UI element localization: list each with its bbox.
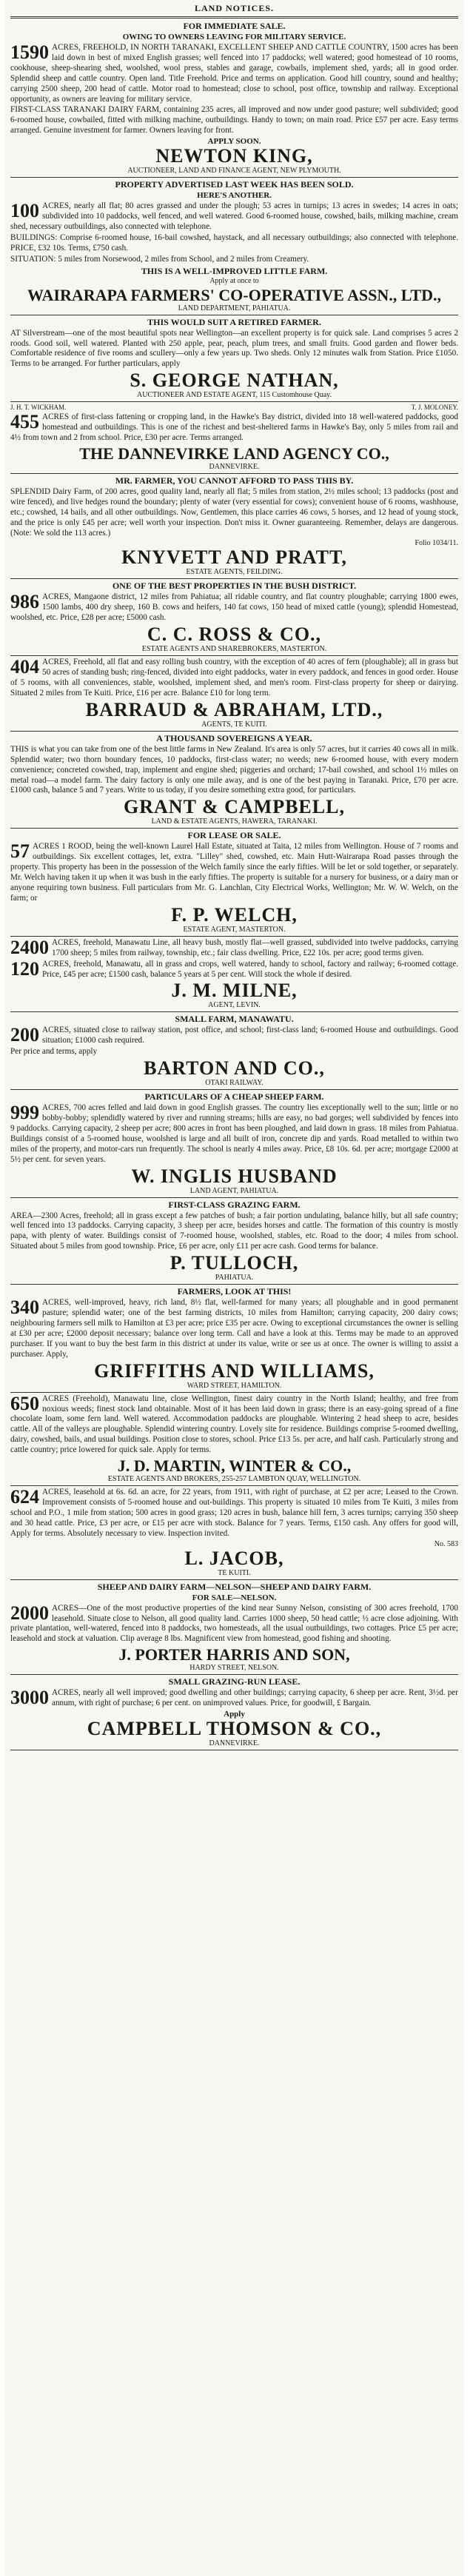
agent-name: GRIFFITHS AND WILLIAMS,	[94, 1359, 375, 1382]
acreage-figure: 340	[10, 1297, 39, 1319]
agent-name: W. INGLIS HUSBAND	[131, 1165, 338, 1187]
agent-description: OTAKI RAILWAY.	[205, 1079, 264, 1088]
ad-separator	[10, 473, 458, 474]
agent-name: NEWTON KING,	[155, 145, 313, 167]
ad-separator	[10, 1089, 458, 1090]
agent-description: LAND & ESTATE AGENTS, HAWERA, TARANAKI.	[151, 817, 318, 826]
agent-description: LAND AGENT, PAHIATUA.	[189, 1186, 279, 1195]
ad-body	[10, 1026, 458, 1046]
ads-container	[10, 21, 458, 1750]
agent-description: AUCTIONEER, LAND AND FINANCE AGENT, NEW PLYMOUTH.	[127, 167, 341, 175]
ad-apply-line: APPLY SOON.	[207, 137, 261, 147]
ad-separator	[10, 1674, 458, 1675]
acreage-figure: 200	[10, 1024, 39, 1046]
land-advertisement	[10, 179, 458, 312]
ad-body-text: ACRES, leasehold at 6s. 6d. an acre, for 22 years, from 1911, with right of purchase, at £2 per acre; Leased to the Crown. Improvement consists of 5-roomed house and out-buildings. This property is situated 10 miles from Te Kuiti, 3 miles from school and P.O., 1 mile from station; 500 acres in good grass; 120 acres in bush, balance hill fern, 3 acres turnips; carrying 350 sheep and 30 head cattle. Price, £3 per acre, or £15 per acre with stock. Balance for 7 years. Terms, £150 cash. Any offers for good will, Apply for terms. Absolutely necessary to view. Inspection invited.	[10, 1488, 458, 1538]
agent-name: L. JACOB,	[184, 1547, 284, 1569]
acreage-figure: 650	[10, 1392, 39, 1414]
ad-body-text: ACRES, freehold, Manawatu Line, all heavy bush, mostly flat—well grassed, subdivided into twelve paddocks, carrying 1700 sheep; 5 miles from railway, township, etc.; fair class dwelling. Price, £22 10s. per acre; good terms given.	[52, 937, 458, 957]
ad-subheadline: OWING TO OWNERS LEAVING FOR MILITARY SERVICE.	[122, 33, 346, 41]
ad-body	[10, 1103, 458, 1165]
agent-name: J. D. MARTIN, WINTER & CO.,	[117, 1456, 352, 1476]
ad-separator	[10, 828, 458, 829]
agent-name: J. PORTER HARRIS AND SON,	[118, 1645, 350, 1665]
ad-body-text: ACRES, 700 acres felled and laid down in good English grasses. The country lies exceptionally well to the sun; little or no bobby-bobby; splendidly watered by river and running streams; hills are easy, no bad gorges; well subdivided by fences into 9 paddocks. Carrying capacity, 2 sheep per acre; 800 acres in front has been ploughed, and laid down in grass. 18 miles from Pahiatua. Buildings consist of a 5-roomed house, woolshed is large and all built of iron, concrete dip and yards. Road metalled to within two miles of the property, and motor-cars run frequently. The school is nearly 4 miles away. Price, £8 10s. 6d. per acre; mortgage £2000 at 5½ per cent. for seven years.	[10, 1103, 458, 1164]
ad-separator	[10, 1284, 458, 1285]
ad-body	[10, 745, 458, 797]
acreage-figure: 120	[10, 957, 39, 980]
ad-separator	[10, 1011, 458, 1012]
ad-body-text: Per price and terms, apply	[10, 1047, 98, 1057]
ad-headline: ONE OF THE BEST PROPERTIES IN THE BUSH DISTRICT.	[112, 581, 357, 592]
ad-body-text: ACRES—One of the most productive properties of the kind near Sunny Nelson, consisting of 300 acres freehold, 1700 leasehold. Situate close to Nelson, all good quality land. Carries 1000 sheep, 50 head cattle; ½ acre close adjoining. With private plantation, well-watered, fenced into 8 paddocks, two homesteads, all the usual outbuildings, two cottages. Price £5 per acre; leasehold and stock at valuation. Clip average 8 lbs. Magnificent view from homestead, good fishing and shooting.	[10, 1603, 458, 1644]
agent-description: AUCTIONEER AND ESTATE AGENT, 115 Customhouse Quay.	[137, 391, 332, 400]
title-rule	[10, 16, 458, 19]
agent-name: CAMPBELL THOMSON & CO.,	[87, 1718, 382, 1740]
agent-name: THE DANNEVIRKE LAND AGENCY CO.,	[79, 444, 389, 463]
acreage-figure: 624	[10, 1486, 39, 1508]
agent-description: LAND DEPARTMENT, PAHIATUA.	[178, 304, 291, 312]
ad-body-text: ACRES, freehold, Manawatu, all in grass and crops, well watered, handy to school, factory and railway; 6-roomed cottage. Price, £45 per acre; £1500 cash, balance 5 years at 5 per cent. Will stock the whole if desired.	[42, 959, 458, 979]
land-advertisement	[10, 830, 458, 934]
ad-body-text: ACRES, nearly all well improved; good dwelling and other buildings; carrying capacity, 6 sheep per acre. Rent, 3½d. per annum, with right of purchase; 6 per cent. on unimproved values. Price, for goodwill, £ Bargain.	[52, 1688, 458, 1708]
ad-body	[10, 1604, 458, 1645]
land-advertisement	[10, 1091, 458, 1195]
ad-body-secondary	[10, 1047, 458, 1057]
ad-body-text: ACRES, Freehold, all flat and easy rolling bush country, with the exception of 40 acres of fern (ploughable); all in grass but 50 acres of standing bush; ring-fenced, divided into eight paddocks, water in every paddock, and fences in good order. House of 5 rooms, with all conveniences, stable, woolshed, implement shed, and men's room. First-class property for sheep or dairying. Situated 2 miles from Te Kuiti. Price, £16 per acre. Balance £10 for long term.	[10, 658, 458, 697]
ad-body	[10, 1211, 458, 1253]
ad-body	[10, 329, 458, 370]
ad-body-text: AREA—2300 Acres, freehold; all in grass except a few patches of bush; a fair portion undulating, balance hilly, but all safe country; well fenced into 13 paddocks. Carrying capacity, 3 sheep per acre, besides horses and cattle. The formation of this country is mostly papa, with plenty of water. Buildings consist of 7-roomed house, woolshed, stables, etc. Road to the door; 4 miles from school. Situated about 5 miles from good township. Price, £6 per acre, only £11 per acre cash. Good terms for balance.	[10, 1211, 458, 1251]
ad-body-secondary	[10, 105, 458, 136]
ad-body-text: AT Silverstream—one of the most beautiful spots near Wellington—an excellent property is for quick sale. Land comprises 5 acres 2 roods. Good soil, well watered. Planted with 250 apple, pear, peach, plum trees, and small fruits. Good garden and flower beds. Comfortable residence of five rooms and scullery—only a few years up. Two sheds. Only 12 minutes walk from Station. Price £1050. Terms to be arranged. For further particulars, apply	[10, 328, 458, 369]
ad-body	[10, 1488, 458, 1539]
land-advertisement	[10, 1582, 458, 1673]
land-advertisement	[10, 475, 458, 578]
ad-subheadline: HERE'S ANOTHER.	[197, 191, 272, 201]
ad-body-text: THIS is what you can take from one of the best little farms in New Zealand. It's area is only 57 acres, but it carries 40 cows all in milk. Splendid water; two thorn boundary fences, 10 paddocks, first-class water; no weeds; new 6-roomed house, with every modern convenience; concreted cowshed, trap, implement and engine shed; piggeries and orchard; 17-bail cowshed, and school 1½ miles on metal road—a model farm. The dairy factory is only one mile away, and is one of the best paying in Taranaki. Price, £70 per acre. £1000 cash, balance 5 and 7 years. Write to us today, if you desire something extra good, for particulars.	[10, 744, 458, 795]
acreage-figure: 2000	[10, 1602, 49, 1624]
acreage-figure: 404	[10, 656, 39, 678]
ad-headline: PARTICULARS OF A CHEAP SHEEP FARM.	[144, 1091, 324, 1103]
ad-apply-line: Apply at once to	[209, 276, 259, 285]
agent-name: C. C. ROSS & CO.,	[147, 623, 322, 646]
agent-description: ESTATE AGENTS AND SHAREBROKERS, MASTERTON.	[141, 645, 327, 654]
ad-separator	[10, 1485, 458, 1486]
ad-headline: SMALL GRAZING-RUN LEASE.	[168, 1676, 301, 1687]
acreage-figure: 999	[10, 1102, 39, 1124]
acreage-figure: 57	[10, 840, 30, 863]
ad-body-text: ACRES, situated close to railway station, post office, and school; first-class land; 6-roomed House and outbuildings. Good situation; £1000 cash required.	[42, 1026, 458, 1046]
ad-body	[10, 487, 458, 539]
land-advertisement	[10, 1488, 458, 1578]
ad-body	[10, 1298, 458, 1359]
ad-headline: MR. FARMER, YOU CANNOT AFFORD TO PASS THIS BY.	[115, 475, 354, 486]
agent-description: ESTATE AGENTS AND BROKERS, 255-257 LAMBTON QUAY, WELLINGTON.	[107, 1475, 361, 1484]
agent-name: KNYVETT AND PRATT,	[121, 546, 347, 569]
agent-description: WARD STREET, HAMILTON.	[187, 1381, 282, 1390]
land-advertisement	[10, 1014, 458, 1088]
land-advertisement	[10, 1676, 458, 1748]
ad-body-text: SPLENDID Dairy Farm, of 200 acres, good quality land, nearly all flat; 5 miles from station, 2½ miles school; 13 paddocks (post and wire fenced), and live hedges round the boundary; plenty of water (very essential for cows); convenient house of 6 rooms, washhouse, etc.; cowshed, 14 bails, and all other outbuildings. Now, Gentlemen, this place carries 46 cows, 5 horses, and 12 head of young stock, and the price is only £45 per acre; well worth your inspection. Don't miss it. Owner guaranteeing. Remember, delays are dangerous. (Note: We sold the 113 acres.)	[10, 486, 458, 538]
ad-separator	[10, 936, 458, 937]
ad-body	[10, 938, 458, 959]
agent-description: ESTATE AGENT, MASTERTON.	[183, 925, 286, 934]
agent-name: BARRAUD & ABRAHAM, LTD.,	[85, 698, 383, 720]
acreage-figure: 455	[10, 411, 39, 433]
ad-body-text: ACRES (Freehold), Manawatu line, close Wellington, finest dairy country in the North Island; healthy, and free from noxious weeds; finest stock land obtainable. Most of it has been laid down in grass; there is an easy-going spread of a fine chocolate loam, some fern land. Well watered. Accommodation paddocks are ploughable. Wintering 2 head sheep to acre, besides cattle. All of the valleys are ploughable. Splendid wintering country. Lovely site for residence. Buildings comprise 5-roomed dwelling, dairy, cowshed, bails, and usual buildings. Position close to stores, school. Price £13 5s. per acre, and half cash. Particularly strong and cattle country; price lowered for quick sale. Apply for terms.	[10, 1394, 458, 1455]
agent-name: WAIRARAPA FARMERS' CO-OPERATIVE ASSN., LTD.,	[27, 285, 442, 304]
land-advertisement	[10, 1200, 458, 1283]
ad-body-text: ACRES, nearly all flat; 80 acres grassed and under the plough; 53 acres in turnips; 13 acres in swedes; 14 acres in oats; subdivided into 10 paddocks, well fenced, and well watered. Good 6-roomed house, cowshed, bails, milking machine, cream shed, necessary outbuildings, also connected with telephone.	[10, 201, 458, 231]
ad-headline: A THOUSAND SOVEREIGNS A YEAR.	[156, 732, 312, 743]
ad-body	[10, 658, 458, 699]
agent-name: J. H. T. WICKHAM.	[10, 404, 67, 412]
ad-reference-number: No. 583	[434, 1539, 458, 1548]
acreage-figure: 100	[10, 200, 39, 222]
ad-body	[10, 201, 458, 232]
ad-apply-line: Apply	[224, 1710, 245, 1719]
ad-separator	[10, 401, 458, 402]
land-advertisement	[10, 1394, 458, 1484]
agent-description: ESTATE AGENTS, FEILDING.	[186, 568, 283, 577]
agent-name: J. M. MILNE,	[171, 980, 298, 1002]
agent-description: HARDY STREET, NELSON.	[189, 1664, 279, 1673]
agent-names-row	[10, 404, 458, 412]
agent-description: DANNEVIRKE.	[209, 462, 260, 471]
ad-separator	[10, 578, 458, 579]
land-advertisement	[10, 581, 458, 654]
agent-name: S. GEORGE NATHAN,	[130, 369, 339, 392]
ad-headline: SMALL FARM, MANAWATU.	[175, 1014, 294, 1025]
ad-separator	[10, 1197, 458, 1198]
agent-description: AGENTS, TE KUITI.	[201, 720, 267, 729]
ad-body-secondary	[10, 957, 458, 980]
agent-name: P. TULLOCH,	[170, 1252, 299, 1274]
agent-description: AGENT, LEVIN.	[208, 1001, 261, 1010]
land-advertisement	[10, 21, 458, 175]
ad-separator	[10, 655, 458, 656]
ad-separator	[10, 1392, 458, 1393]
ad-body-text: ACRES, FREEHOLD, IN NORTH TARANAKI, EXCELLENT SHEEP AND CATTLE COUNTRY, 1500 acres has been laid down in best of mixed English grasses; well fenced into 17 paddocks; well watered; good homestead of 10 rooms, cookhouse, sheep-shearing shed, woolshed, wool press, stables and garage, cowbails, implement shed, yards; all in good order. Splendid sheep and cattle country. Open land. Title Freehold. Price and terms on application. Good hill country, sound and healthy; carrying 2500 sheep, 200 head of cattle. Motor road to homestead; close to school, post office, township and railway. Exceptional opportunity, as owners are leaving for military service.	[10, 43, 458, 104]
ad-tagline: THIS IS A WELL-IMPROVED LITTLE FARM.	[141, 265, 328, 276]
land-advertisement	[10, 733, 458, 827]
column-title: LAND NOTICES.	[194, 3, 275, 13]
ad-body	[10, 842, 458, 903]
ad-body	[10, 412, 458, 444]
ad-separator	[10, 731, 458, 732]
agent-name: T. J. MOLONEY.	[411, 404, 458, 412]
ad-body	[10, 1394, 458, 1456]
acreage-figure: 1590	[10, 41, 49, 63]
ad-body	[10, 43, 458, 104]
land-advertisement	[10, 938, 458, 1011]
ad-headline: FIRST-CLASS GRAZING FARM.	[168, 1199, 301, 1210]
ad-body-text: ACRES, Mangaone district, 12 miles from Pahiatua; all ridable country, and flat country ploughable; carrying 1800 ewes, 1500 lambs, 400 dry sheep, 160 B. cows and heifers, 140 fat cows, 150 head of mixed cattle (young); splendid Homestead, woolshed, etc. Price, £28 per acre; £5000 cash.	[10, 592, 458, 623]
ad-body-text: ACRES, well-improved, heavy, rich land, 8½ flat, well-farmed for many years; all ploughable and in good permanent pasture; splendid water; one of the best farming districts, 10 miles from Hamilton; carrying capacity, 200 dairy cows; neighbouring farmers sell milk to Hamilton at £3 per acre; price £35 per acre. Owing to exceptional circumstances the owner is selling at £30 per acre; £2000 deposit necessary; balance over long term. Call and have a look at this. Terms may be made to an approved purchaser. If you want to buy the best farm in this district at under its value, write or see us at once. The owner is willing to assist a purchaser. Apply,	[10, 1298, 458, 1359]
ad-body-text: ACRES 1 ROOD, being the well-known Laurel Hall Estate, situated at Taita, 12 miles from Wellington. House of 7 rooms and outbuildings. Six excellent cottages, let, extra. "Lilley" shed, cowshed, etc. Main Hutt-Wairarapa Road passes through the property. This property has been in the possession of the Welch family since the early fifties. Will be let or sold together, or separately. Mr. Welch having taken it up when it was bush in the early fifties. The property is suitable for a nursery for business, or a dairy man or anyone requiring town business. Full particulars from Mr. G. Lanchlan, City Electrical Works, Wellington; Mr. W. W. Welch, on the farm; or	[10, 842, 458, 903]
ad-body-text: BUILDINGS: Comprise 6-roomed house, 16-bail cowshed, haystack, and all necessary outbuildings; also connected with telephone. PRICE, £32 10s. Terms, £750 cash.	[10, 232, 458, 252]
ad-body-text: ACRES of first-class fattening or cropping land, in the Hawke's Bay district, divided into 18 well-watered paddocks, good homestead and outbuildings. This is one of the richest and best-sheltered farms in Hawke's Bay, only 5 miles from rail and 4½ from town and 2 from school. Price, £30 per acre. Terms arranged.	[10, 412, 458, 443]
ad-body-secondary	[10, 233, 458, 254]
ad-headline: THIS WOULD SUIT A RETIRED FARMER.	[147, 316, 321, 327]
land-advertisement	[10, 1286, 458, 1390]
ad-headline: PROPERTY ADVERTISED LAST WEEK HAS BEEN SOLD.	[115, 179, 354, 190]
ad-body-text: FIRST-CLASS TARANAKI DAIRY FARM, containing 235 acres, all improved and now under good pasture; well subdivided; good 6-roomed house, cowbailed, fitted with milking machine, outbuildings. Handy to town; on main road. Price £57 per acre. Easy terms arranged. Genuine investment for farmer. Owners leaving for front.	[10, 105, 458, 136]
agent-name: GRANT & CAMPBELL,	[124, 796, 345, 818]
ad-body-tertiary: SITUATION: 5 miles from Norsewood, 2 miles from School, and 2 miles from Creamery.	[10, 254, 309, 264]
ad-headline: FOR IMMEDIATE SALE.	[183, 21, 286, 31]
ad-separator	[10, 177, 458, 178]
land-advertisement	[10, 658, 458, 729]
ad-subheadline: FOR SALE—NELSON.	[192, 1593, 277, 1602]
ad-headline: SHEEP AND DAIRY FARM—NELSON—SHEEP AND DAIRY FARM.	[97, 1581, 372, 1592]
ad-body	[10, 592, 458, 623]
land-advertisement	[10, 404, 458, 472]
ad-separator	[10, 1579, 458, 1580]
agent-description: DANNEVIRKE.	[209, 1739, 260, 1748]
ad-reference-number: Folio 1034/11.	[415, 539, 458, 548]
agent-description: PAHIATUA.	[215, 1274, 254, 1282]
ad-headline: FOR LEASE OR SALE.	[187, 830, 281, 841]
agent-name: F. P. WELCH,	[171, 903, 298, 926]
agent-description: TE KUITI.	[218, 1568, 251, 1577]
newspaper-column	[4, 0, 464, 2576]
acreage-figure: 3000	[10, 1687, 49, 1709]
agent-name: BARTON AND CO.,	[144, 1057, 325, 1080]
ad-body	[10, 1688, 458, 1709]
ad-headline: FARMERS, LOOK AT THIS!	[177, 1286, 292, 1297]
acreage-figure: 986	[10, 591, 39, 613]
acreage-figure: 2400	[10, 936, 49, 958]
land-advertisement	[10, 317, 458, 401]
